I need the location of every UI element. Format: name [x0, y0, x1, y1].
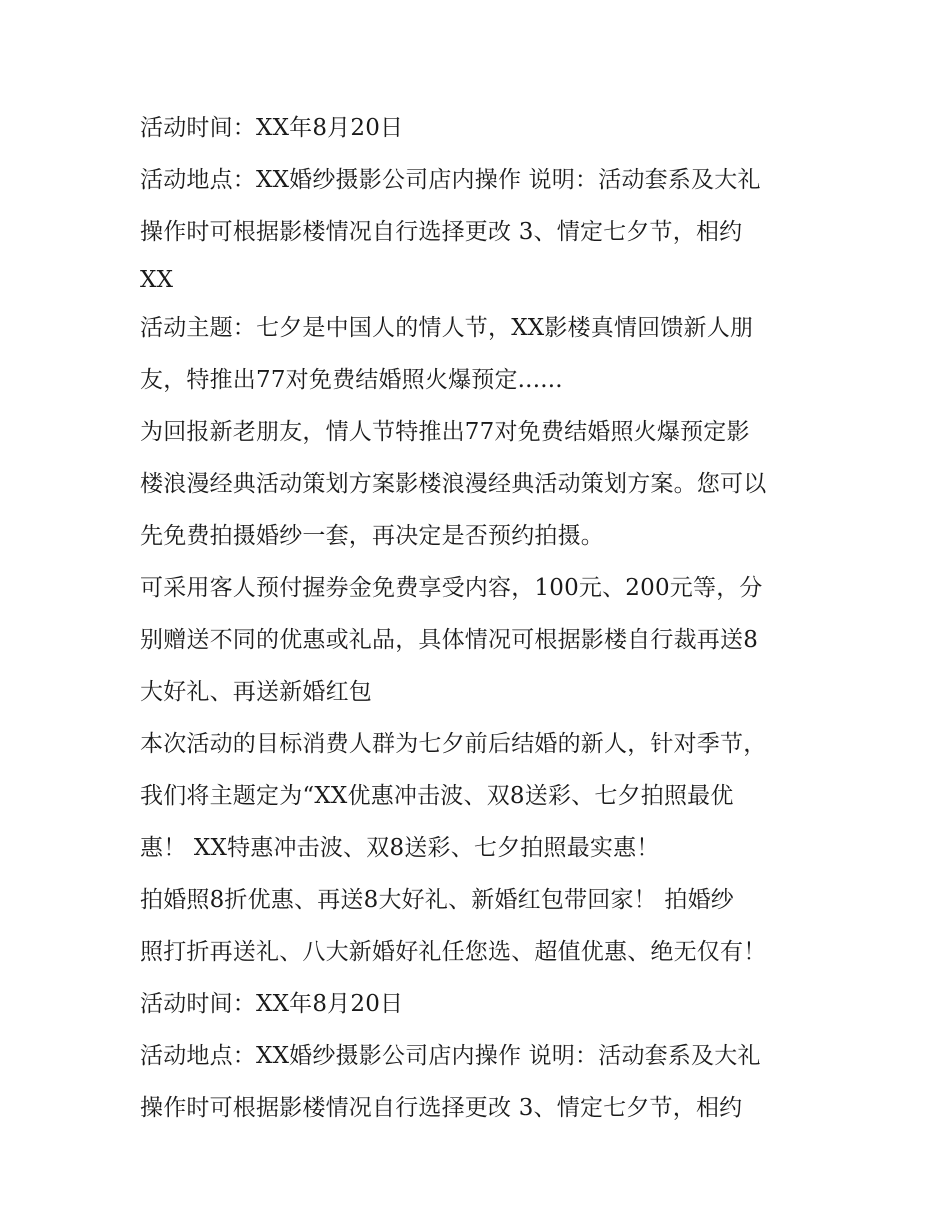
text-line: 我们将主题定为“XX优惠冲击波、双8送彩、七夕拍照最优: [140, 783, 734, 809]
text-line: 活动地点：XX婚纱摄影公司店内操作 说明：活动套系及大礼: [140, 167, 761, 193]
text-line: 照打折再送礼、八大新婚好礼任您选、超值优惠、绝无仅有！: [140, 939, 767, 965]
text-line: 操作时可根据影楼情况自行选择更改 3、情定七夕节，相约: [140, 1095, 743, 1121]
text-line: 大好礼、再送新婚红包: [140, 679, 372, 705]
text-line: 本次活动的目标消费人群为七夕前后结婚的新人，针对季节，: [140, 731, 767, 757]
text-line: 楼浪漫经典活动策划方案影楼浪漫经典活动策划方案。您可以: [140, 471, 767, 497]
text-line: 友，特推出77对免费结婚照火爆预定......: [140, 367, 563, 393]
text-line: 可采用客人预付握券金免费享受内容，100元、200元等，分: [140, 575, 763, 601]
text-line: 活动主题：七夕是中国人的情人节，XX影楼真情回馈新人朋: [140, 315, 754, 341]
document-page: [140, 102, 830, 1134]
text-line: 为回报新老朋友，情人节特推出77对免费结婚照火爆预定影: [140, 419, 750, 445]
text-line: 活动地点：XX婚纱摄影公司店内操作 说明：活动套系及大礼: [140, 1043, 761, 1069]
text-line: 惠！ XX特惠冲击波、双8送彩、七夕拍照最实惠！: [140, 835, 660, 861]
text-line: 操作时可根据影楼情况自行选择更改 3、情定七夕节，相约: [140, 219, 743, 245]
text-line: XX: [140, 267, 174, 293]
text-line: 活动时间：XX年8月20日: [140, 115, 404, 141]
text-line: 活动时间：XX年8月20日: [140, 991, 404, 1017]
text-line: 先免费拍摄婚纱一套，再决定是否预约拍摄。: [140, 523, 604, 549]
text-line: 别赠送不同的优惠或礼品，具体情况可根据影楼自行裁再送8: [140, 627, 759, 653]
text-line: 拍婚照8折优惠、再送8大好礼、新婚红包带回家！ 拍婚纱: [140, 887, 734, 913]
